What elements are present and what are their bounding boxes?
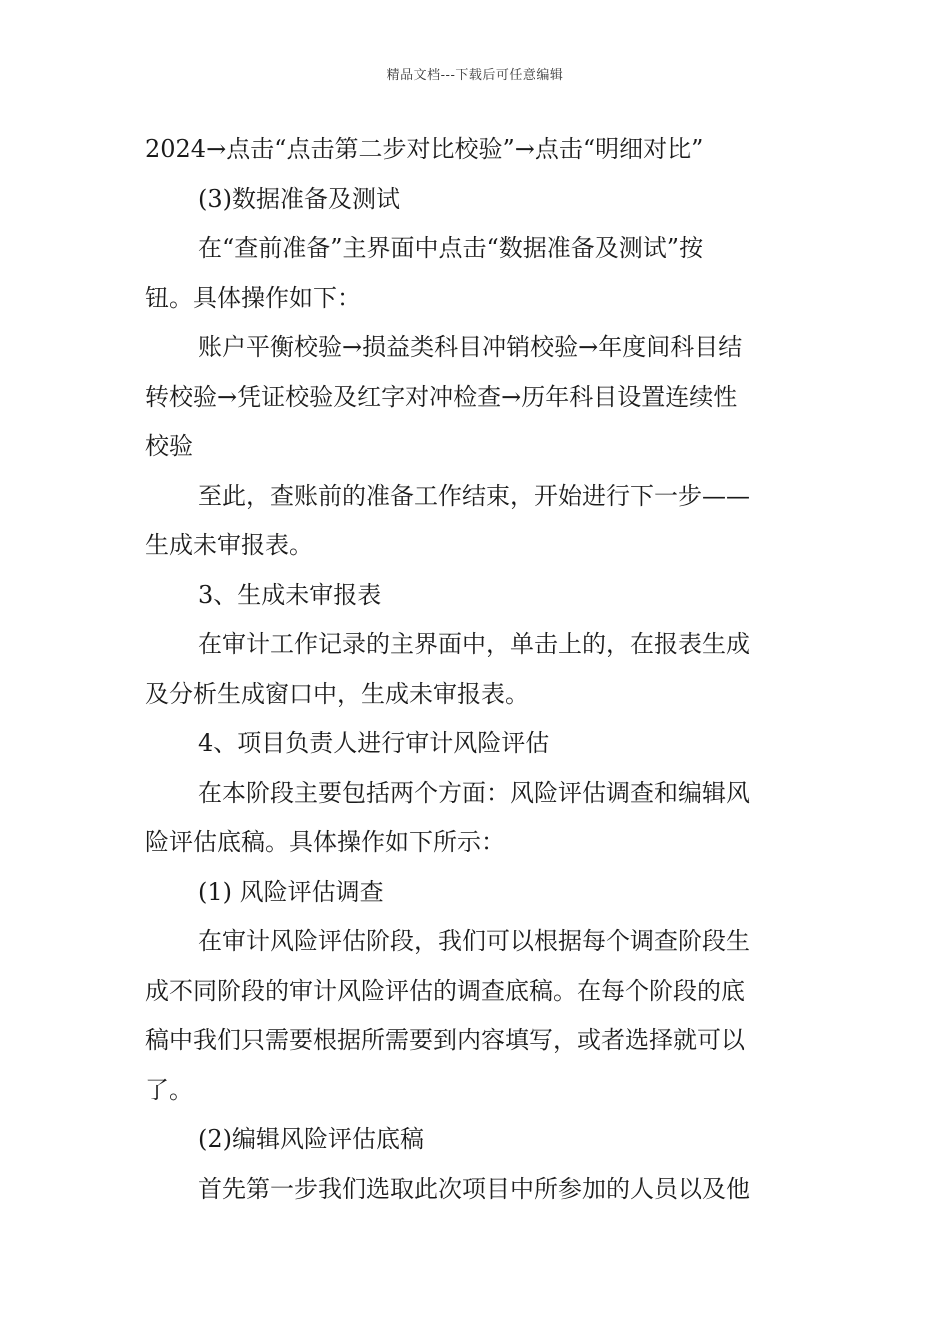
section-heading: (2)编辑风险评估底稿 <box>198 1125 424 1153</box>
text-line: 2024→点击“点击第二步对比校验”→点击“明细对比” <box>145 135 704 163</box>
text-line: 成不同阶段的审计风险评估的调查底稿。在每个阶段的底 <box>145 976 745 1005</box>
section-heading: (1) 风险评估调查 <box>198 877 384 906</box>
text-line: 在本阶段主要包括两个方面：风险评估调查和编辑风 <box>198 778 750 807</box>
section-heading: 3、生成未审报表 <box>198 580 382 609</box>
text-line: 在审计工作记录的主界面中，单击上的，在报表生成 <box>198 630 750 658</box>
text-line: 账户平衡校验→损益类科目冲销校验→年度间科目结 <box>198 333 743 361</box>
section-heading: 4、项目负责人进行审计风险评估 <box>198 729 550 757</box>
section-heading: (3)数据准备及测试 <box>198 184 400 213</box>
document-body <box>145 128 810 1217</box>
text-line: 首先第一步我们选取此次项目中所参加的人员以及他 <box>198 1174 750 1203</box>
page-header: 精品文档---下载后可任意编辑 <box>386 68 564 83</box>
text-line: 至此，查账前的准备工作结束，开始进行下一步—— <box>198 481 750 510</box>
text-line: 及分析生成窗口中，生成未审报表。 <box>145 679 529 708</box>
text-line: 险评估底稿。具体操作如下所示： <box>145 828 505 856</box>
text-line: 生成未审报表。 <box>145 531 313 559</box>
text-line: 钮。具体操作如下： <box>145 283 361 312</box>
text-line: 校验 <box>145 432 193 460</box>
text-line: 在审计风险评估阶段，我们可以根据每个调查阶段生 <box>198 927 750 955</box>
text-line: 转校验→凭证校验及红字对冲检查→历年科目设置连续性 <box>145 382 738 411</box>
text-line: 在“查前准备”主界面中点击“数据准备及测试”按 <box>198 234 704 262</box>
text-line: 稿中我们只需要根据所需要到内容填写，或者选择就可以 <box>145 1026 745 1054</box>
text-line: 了。 <box>145 1075 193 1104</box>
